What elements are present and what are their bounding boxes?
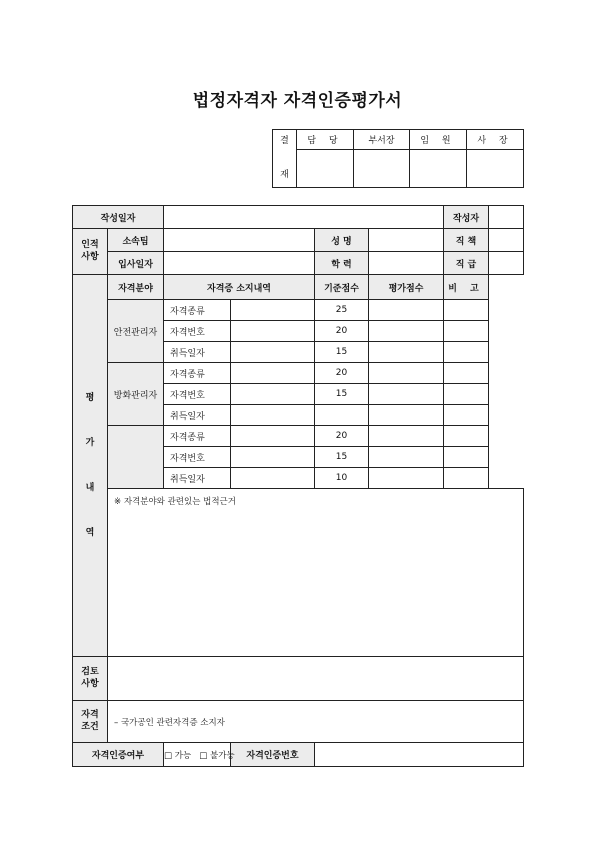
join-date-label: 입사일자 <box>108 252 164 275</box>
writer-label: 작성자 <box>444 206 489 229</box>
remark-field[interactable] <box>444 426 489 447</box>
legal-basis-area[interactable] <box>108 489 524 657</box>
item-label: 자격종류 <box>164 363 231 384</box>
header-field: 자격분야 <box>108 275 164 300</box>
write-date-label: 작성일자 <box>73 206 164 229</box>
item-label: 자격종류 <box>164 426 231 447</box>
content-field[interactable] <box>231 363 315 384</box>
name-label: 성 명 <box>315 229 369 252</box>
base-score: 10 <box>315 468 369 489</box>
remark-field[interactable] <box>444 321 489 342</box>
group-name[interactable] <box>108 426 164 489</box>
checkbox-possible[interactable]: □ <box>164 750 173 761</box>
base-score: 20 <box>315 426 369 447</box>
qualification-label-2: 조건 <box>81 721 99 732</box>
item-label: 취득일자 <box>164 405 231 426</box>
qualification-label-1: 자격 <box>81 709 99 720</box>
join-date-field[interactable] <box>164 252 315 275</box>
content-field[interactable] <box>231 384 315 405</box>
approval-header-staff: 담 당 <box>297 130 354 150</box>
eval-score-field[interactable] <box>369 300 444 321</box>
dept-label: 소속팀 <box>108 229 164 252</box>
base-score: 15 <box>315 342 369 363</box>
grade-field[interactable] <box>489 252 524 275</box>
option-possible-label: 가능 <box>174 750 192 761</box>
content-field[interactable] <box>231 342 315 363</box>
content-field[interactable] <box>231 300 315 321</box>
certification-options <box>164 743 235 767</box>
page-title: 법정자격자 자격인증평가서 <box>192 91 403 111</box>
qualification-condition: – 국가공인 관련자격증 소지자 <box>108 701 524 743</box>
approval-sign-president[interactable] <box>467 150 524 188</box>
item-label: 취득일자 <box>164 468 231 489</box>
approval-label-1: 결 <box>280 135 289 146</box>
header-base-score: 기준점수 <box>315 275 369 300</box>
approval-header-manager: 부서장 <box>354 130 410 150</box>
item-label: 자격종류 <box>164 300 231 321</box>
grade-label: 직 급 <box>444 252 489 275</box>
name-field[interactable] <box>369 229 444 252</box>
item-label: 자격번호 <box>164 321 231 342</box>
education-field[interactable] <box>369 252 444 275</box>
approval-box <box>272 129 524 188</box>
group-name: 방화관리자 <box>108 363 164 426</box>
content-field[interactable] <box>231 426 315 447</box>
remark-field[interactable] <box>444 300 489 321</box>
eval-score-field[interactable] <box>369 447 444 468</box>
eval-score-field[interactable] <box>369 468 444 489</box>
header-eval-score: 평가점수 <box>369 275 444 300</box>
item-label: 자격번호 <box>164 384 231 405</box>
content-field[interactable] <box>231 447 315 468</box>
content-field[interactable] <box>231 405 315 426</box>
review-label-2: 사항 <box>81 678 99 689</box>
eval-score-field[interactable] <box>369 321 444 342</box>
base-score: 15 <box>315 447 369 468</box>
remark-field[interactable] <box>444 405 489 426</box>
base-score: 20 <box>315 321 369 342</box>
certification-number-label: 자격인증번호 <box>231 743 315 767</box>
header-content: 자격증 소지내역 <box>164 275 315 300</box>
approval-label-2: 재 <box>280 170 289 181</box>
base-score: 20 <box>315 363 369 384</box>
remark-field[interactable] <box>444 468 489 489</box>
eval-label-1: 평 <box>85 392 95 403</box>
checkbox-impossible[interactable]: □ <box>199 750 208 761</box>
eval-score-field[interactable] <box>369 363 444 384</box>
remark-field[interactable] <box>444 363 489 384</box>
education-label: 학 력 <box>315 252 369 275</box>
eval-score-field[interactable] <box>369 342 444 363</box>
content-field[interactable] <box>231 321 315 342</box>
approval-sign-executive[interactable] <box>410 150 467 188</box>
review-label <box>73 657 108 701</box>
eval-label-2: 가 <box>85 437 95 448</box>
item-label: 자격번호 <box>164 447 231 468</box>
eval-label-3: 내 <box>85 482 95 493</box>
evaluation-section-label <box>73 275 108 657</box>
position-field[interactable] <box>489 229 524 252</box>
writer-field[interactable] <box>489 206 524 229</box>
remark-field[interactable] <box>444 447 489 468</box>
certification-number-field[interactable] <box>315 743 524 767</box>
approval-header-executive: 임 원 <box>410 130 467 150</box>
certification-label: 자격인증여부 <box>73 743 164 767</box>
personal-label-2: 사항 <box>81 251 99 262</box>
eval-score-field[interactable] <box>369 384 444 405</box>
review-label-1: 검토 <box>81 666 99 677</box>
base-score <box>315 405 369 426</box>
group-name: 안전관리자 <box>108 300 164 363</box>
dept-field[interactable] <box>164 229 315 252</box>
base-score: 15 <box>315 384 369 405</box>
eval-score-field[interactable] <box>369 426 444 447</box>
approval-label <box>273 130 297 188</box>
approval-sign-staff[interactable] <box>297 150 354 188</box>
eval-score-field[interactable] <box>369 405 444 426</box>
content-field[interactable] <box>231 468 315 489</box>
personal-info-label <box>73 229 108 275</box>
remark-field[interactable] <box>444 342 489 363</box>
write-date-field[interactable] <box>164 206 444 229</box>
legal-basis-note: ※ 자격분야와 관련있는 법적근거 <box>114 497 236 507</box>
item-label: 취득일자 <box>164 342 231 363</box>
base-score: 25 <box>315 300 369 321</box>
remark-field[interactable] <box>444 384 489 405</box>
approval-header-president: 사 장 <box>467 130 524 150</box>
approval-sign-manager[interactable] <box>354 150 410 188</box>
evaluation-form <box>72 205 524 767</box>
qualification-label <box>73 701 108 743</box>
header-remark: 비 고 <box>444 275 489 300</box>
option-impossible-label: 불가능 <box>210 750 235 761</box>
personal-label-1: 인적 <box>81 239 99 250</box>
review-field[interactable] <box>108 657 524 701</box>
position-label: 직 책 <box>444 229 489 252</box>
eval-label-4: 역 <box>85 527 95 538</box>
